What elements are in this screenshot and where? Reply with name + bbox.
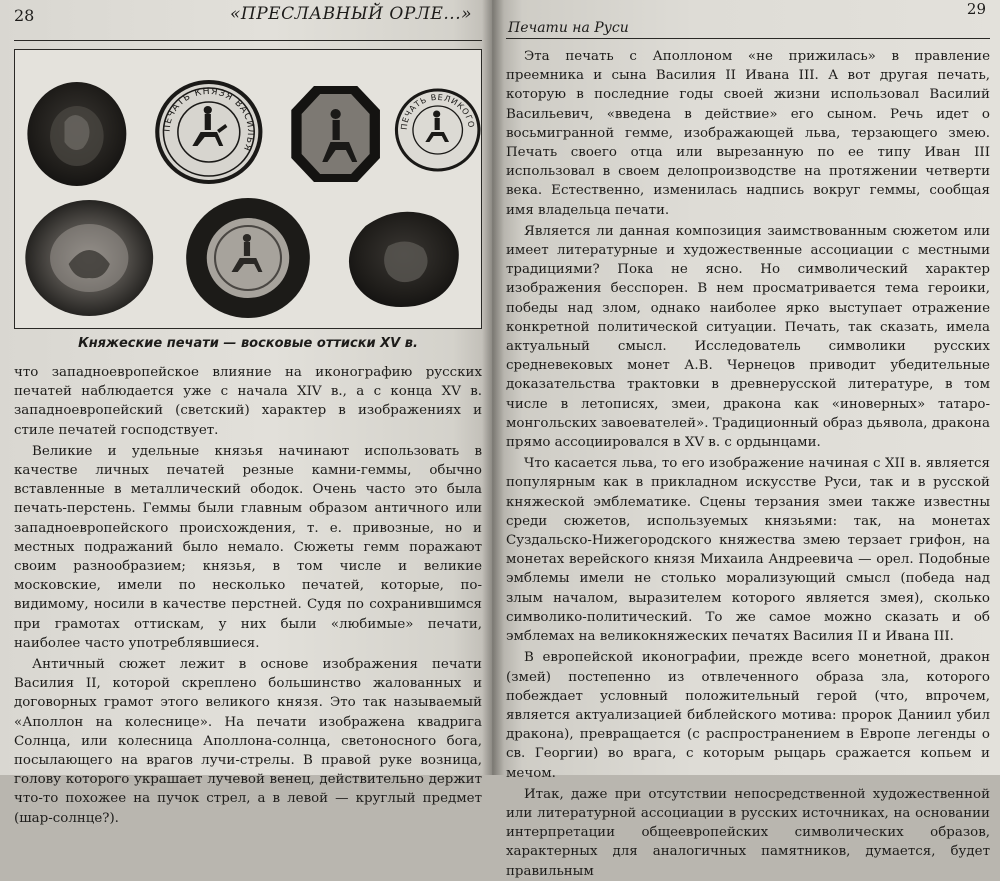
- seal-4: [396, 90, 478, 170]
- seal-2: [157, 82, 260, 182]
- right-paragraph-4: В европейской иконографии, прежде всего монетной, дракон (змей) постепенно из отвлеченного образа зла, которого побеждает условный положительный герой (что, впрочем, является актуализацией библейского мотива: пророк Даниил убил дракона), превращается (с распространением в Европе легенды о св. Георгии) во врага, с которым рыцарь сражается копьем и мечом.: [506, 650, 990, 781]
- right-paragraph-3: Что касается льва, то его изображение начиная с XII в. является популярным как в прикладном искусстве Руси, так и в русской княжеской эмблематике. Сцены терзания змеи также известны среди сюжетов, используемых князьями: так, на монетах Суздальско-Нижегородского княжества змею терзает грифон, на монетах верейского князя Михаила Андреевича — орел. Подобные эмблемы имели не столько морализующий смысл (победа над злым началом, выразителем которого является змея), сколько символико-политический. То же самое можно сказать и об эмблемах на великокняжеских печатях Василия II и Ивана III.: [506, 456, 990, 645]
- seal-6: [186, 198, 310, 318]
- seals-figure: [14, 49, 482, 329]
- right-running-head: [506, 0, 990, 39]
- right-paragraph-5: Итак, даже при отсутствии непосредственной художественной или литературной ассоциации в русских источниках, на основании интерпретации общеевропейских символических образов, характерных для аналогичных памятников, думается, будет правильным: [506, 786, 990, 879]
- left-page-number: 28: [14, 6, 35, 25]
- right-running-title: Печати на Руси: [508, 20, 629, 36]
- seal-4-inscription: ПЕЧАТЬ ВЕЛИКОГО: [398, 92, 477, 131]
- right-paragraph-1: Эта печать с Аполлоном «не прижилась» в правление преемника и сына Василия II Ивана III. А вот другая печать, которую в последние годы своей жизни использовал Василий Васильевич, «введена в действие» его сыном. Речь идет о восьмигранной гемме, изображающей льва, терзающего змею. Печать своего отца или вырезанную по ее типу Иван III использовал в своем делопроизводстве на протяжении четверти века. Естественно, изменилась надпись вокруг геммы, сообщая имя владельца печати.: [506, 49, 990, 218]
- left-paragraph-1: что западноевропейское влияние на иконографию русских печатей наблюдается уже с начала XIV в., а с конца XV в. западноевропейский (светский) характер в изображениях и стиле печатей господствует.: [14, 365, 482, 438]
- seal-5: [25, 200, 153, 316]
- seal-3: [291, 86, 380, 182]
- left-running-title: «ПРЕСЛАВНЫЙ ОРЛЕ...»: [230, 4, 472, 24]
- seals-illustration: [15, 50, 481, 328]
- figure-caption: Княжеские печати — восковые оттиски XV в.: [78, 336, 418, 351]
- right-page-number: 29: [966, 0, 986, 18]
- right-page: [492, 0, 1000, 879]
- seal-1: [27, 82, 126, 186]
- right-paragraph-2: Является ли данная композиция заимствованным сюжетом или имеет литературные и художественные ассоциации с местными традициями? Пока не ясно. Но символический характер изображения бесспорен. В нем просматривается тема героики, победы над злом, однако наиболее ярко выступает отражение конкретной политической ситуации. Печать, так сказать, имела актуальный смысл. Исследователь символики русских средневековых монет А.В. Чернецов приводит убедительные доказательства трактовки в древнерусской литературе, в том числе в летописях, змеи, дракона как «иноверных» татаро-монгольских завоевателей». Традиционный образ дьявола, дракона прямо ассоциировался в XV в. с ордынцами.: [506, 223, 990, 451]
- seal-7: [349, 212, 459, 307]
- left-running-head: [14, 0, 482, 41]
- left-paragraph-3: Античный сюжет лежит в основе изображения печати Василия II, которой скреплено большинство жалованных и договорных грамот этого великого князя. Это так называемый «Аполлон на колеснице». На печати изображена квадрига Солнца, или колесница Аполлона-солнца, светоносного бога, посылающего на врагов лучи-стрелы. В правой руке возница, голову которого украшает лучевой венец, действительно держит что-то похожее на пучок стрел, а в левой — круглый предмет (шар-солнце?).: [14, 657, 482, 826]
- left-body-text: [14, 363, 482, 828]
- right-body-text: [506, 47, 990, 881]
- seal-2-inscription: ПЕЧАТЬ КНЯЗЯ ВАСИЛЬЯ: [162, 86, 256, 153]
- left-paragraph-2: Великие и удельные князья начинают использовать в качестве личных печатей резные камни-геммы, обычно вставленные в металлический ободок. Очень часто это была печать-перстень. Геммы были главным образом античного или западноевропейского происхождения, т. е. привозные, но и местных подражаний было немало. Сюжеты гемм поражают своим разнообразием; князья, в том числе и великие московские, имели по несколько печатей, которые, по-видимому, носили в качестве перстней. Судя по сохранившимся при грамотах оттискам, у них были «любимые» печати, наиболее часто употреблявшиеся.: [14, 443, 482, 651]
- left-page: [0, 0, 492, 826]
